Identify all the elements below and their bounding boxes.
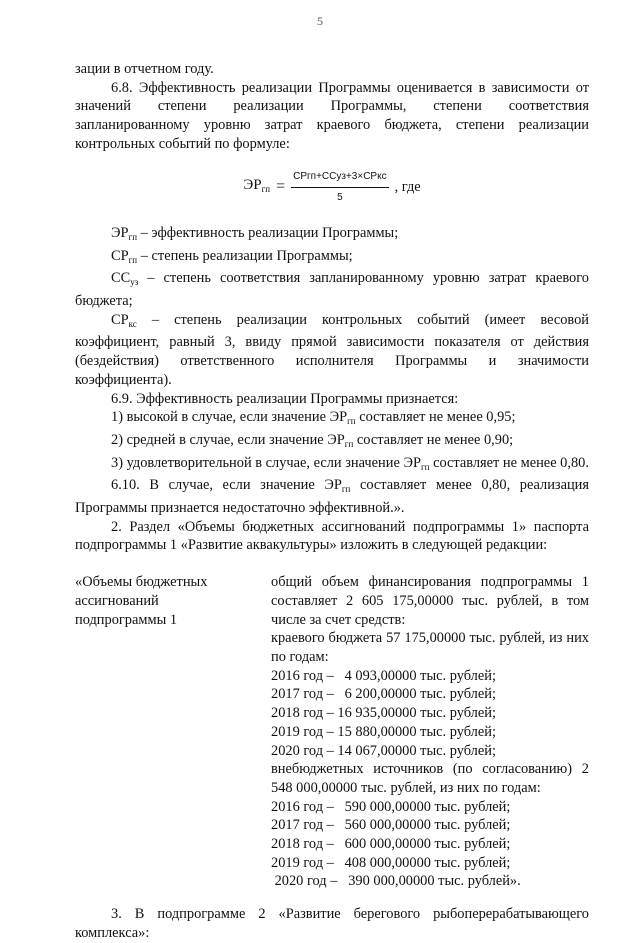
paragraph-continuation: зации в отчетном году. (75, 61, 214, 77)
passport-section (75, 573, 589, 891)
definition-item: $ЭР_{гп}$ – эффективность реализации Программы; (111, 224, 399, 242)
formula-fraction (291, 168, 388, 208)
regional-year-row: 2019 год – 15 880,00000 тыс. рублей; (271, 723, 496, 740)
definition-item: $СР_{гп}$ – степень реализации Программы; (111, 247, 353, 265)
offbudget-year-row: 2017 год – 560 000,00000 тыс. рублей; (271, 817, 511, 834)
passport-label-line: ассигнований (75, 592, 159, 609)
passport-label (75, 573, 271, 891)
regional-year-row: 2016 год – 4 093,00000 тыс. рублей; (271, 667, 496, 684)
formula-equals: = (276, 178, 286, 196)
funding-offbudget: внебюджетных источников (по согласованию) 2 548 000,00000 тыс. рублей, из них по годам: (271, 761, 589, 796)
paragraph-6-10: 6.10. В случае, если значение $ЭР_{гп}$ составляет менее 0,80, реализация Программы признается недостаточно эффективной.». (75, 477, 590, 517)
definition-item: $СС_{уз}$ – степень соответствия запланированному уровню затрат краевого бюджета; (75, 270, 589, 310)
passport-label-line: подпрограммы 1 (75, 611, 178, 628)
regional-year-row: 2018 год – 16 935,00000 тыс. рублей; (271, 705, 496, 722)
passport-value (271, 573, 589, 891)
criteria-item: 2) средней в случае, если значение $ЭР_{гп}$ составляет не менее 0,90; (111, 431, 514, 449)
formula-definitions (75, 224, 589, 390)
paragraph-3: 3. В подпрограмме 2 «Развитие берегового рыбоперерабатывающего комплекса»: (75, 906, 589, 941)
passport-label-line: «Объемы бюджетных (75, 574, 208, 591)
efficiency-formula (75, 168, 589, 208)
document-body (75, 60, 589, 943)
regional-year-row: 2020 год – 14 067,00000 тыс. рублей; (271, 742, 496, 759)
offbudget-year-row: 2016 год – 590 000,00000 тыс. рублей; (271, 798, 511, 815)
formula-tail: , где (394, 179, 421, 196)
funding-regional: краевого бюджета 57 175,00000 тыс. рублей, из них по годам: (271, 630, 589, 665)
criteria-item: 3) удовлетворительной в случае, если значение $ЭР_{гп}$ составляет не менее 0,80. (111, 454, 589, 472)
regional-year-row: 2017 год – 6 200,00000 тыс. рублей; (271, 686, 496, 703)
paragraph-6-8: 6.8. Эффективность реализации Программы оценивается в зависимости от значений степени реализации Программы, степени соответствия запланированному уровню затрат краевого бюджета, степени реализации контрольных событий по формуле: (75, 79, 589, 152)
formula-lhs: $ЭР_{гп}$ (243, 177, 271, 195)
formula-numerator: СРгп+ССуз+3×СРкс (291, 168, 388, 189)
funding-total: общий объем финансирования подпрограммы 1 составляет 2 605 175,00000 тыс. рублей, в том числе за счет средств: (271, 574, 589, 628)
paragraph-2: 2. Раздел «Объемы бюджетных ассигнований подпрограммы 1» паспорта подпрограммы 1 «Развитие аквакультуры» изложить в следующей редакции: (75, 518, 589, 554)
criteria-item: 1) высокой в случае, если значение $ЭР_{гп}$ составляет не менее 0,95; (111, 409, 516, 427)
page-number: 5 (317, 14, 323, 28)
offbudget-year-row: 2020 год – 390 000,00000 тыс. рублей». (271, 873, 521, 890)
formula-denominator: 5 (337, 192, 343, 204)
paragraph-6-9: 6.9. Эффективность реализации Программы признается: (111, 390, 459, 407)
definition-item: $СР_{кс}$ – степень реализации контрольных событий (имеет весовой коэффициент, равный 3, ввиду прямой зависимости показателя от действия (бездействия) ответственного исполнителя Программы и значимости коэффициента). (75, 311, 589, 388)
offbudget-year-row: 2019 год – 408 000,00000 тыс. рублей; (271, 854, 511, 871)
offbudget-year-row: 2018 год – 600 000,00000 тыс. рублей; (271, 836, 511, 853)
